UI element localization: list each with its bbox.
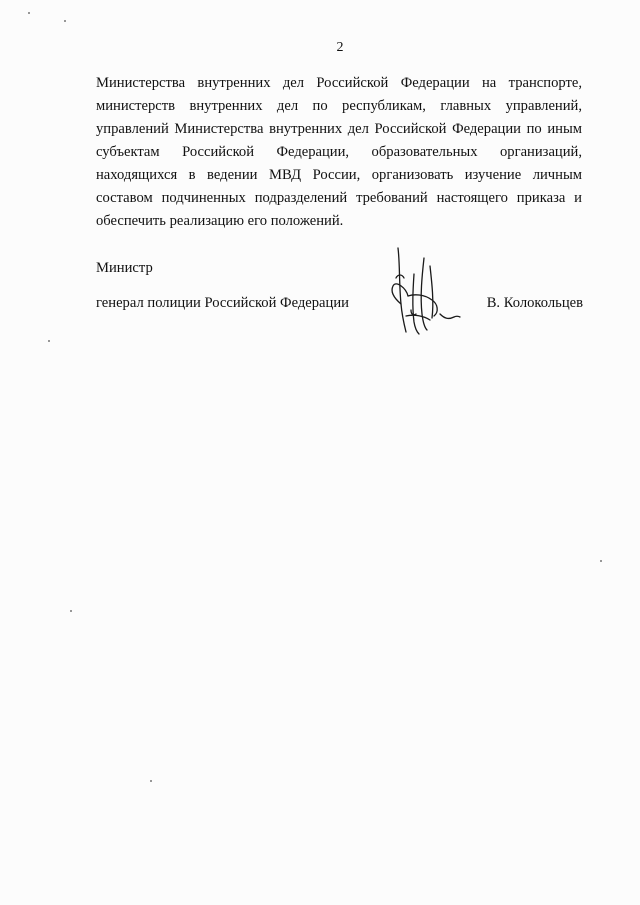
paragraph-line: составом подчиненных подразделений требований настоящего приказа и — [96, 190, 582, 206]
scan-speck — [600, 560, 602, 562]
signatory-rank: генерал полиции Российской Федерации — [96, 295, 349, 311]
scan-speck — [48, 340, 50, 342]
handwritten-signature — [384, 244, 464, 339]
paragraph-line: субъектам Российской Федерации, образовательных организаций, — [96, 144, 582, 160]
signatory-position: Министр — [96, 260, 153, 276]
scan-speck — [28, 12, 30, 14]
paragraph-line: обеспечить реализацию его положений. — [96, 213, 344, 229]
paragraph-line: управлений Министерства внутренних дел Российской Федерации по иным — [96, 121, 582, 137]
body-paragraph — [96, 72, 582, 233]
scan-speck — [70, 610, 72, 612]
signatory-name: В. Колокольцев — [486, 295, 583, 311]
paragraph-line: министерств внутренних дел по республикам, главных управлений, — [96, 98, 582, 114]
paragraph-line: Министерства внутренних дел Российской Федерации на транспорте, — [96, 75, 582, 91]
scan-speck — [64, 20, 66, 22]
paragraph-line: находящихся в ведении МВД России, организовать изучение личным — [96, 167, 582, 183]
scan-speck — [150, 780, 152, 782]
page-number: 2 — [336, 40, 344, 55]
